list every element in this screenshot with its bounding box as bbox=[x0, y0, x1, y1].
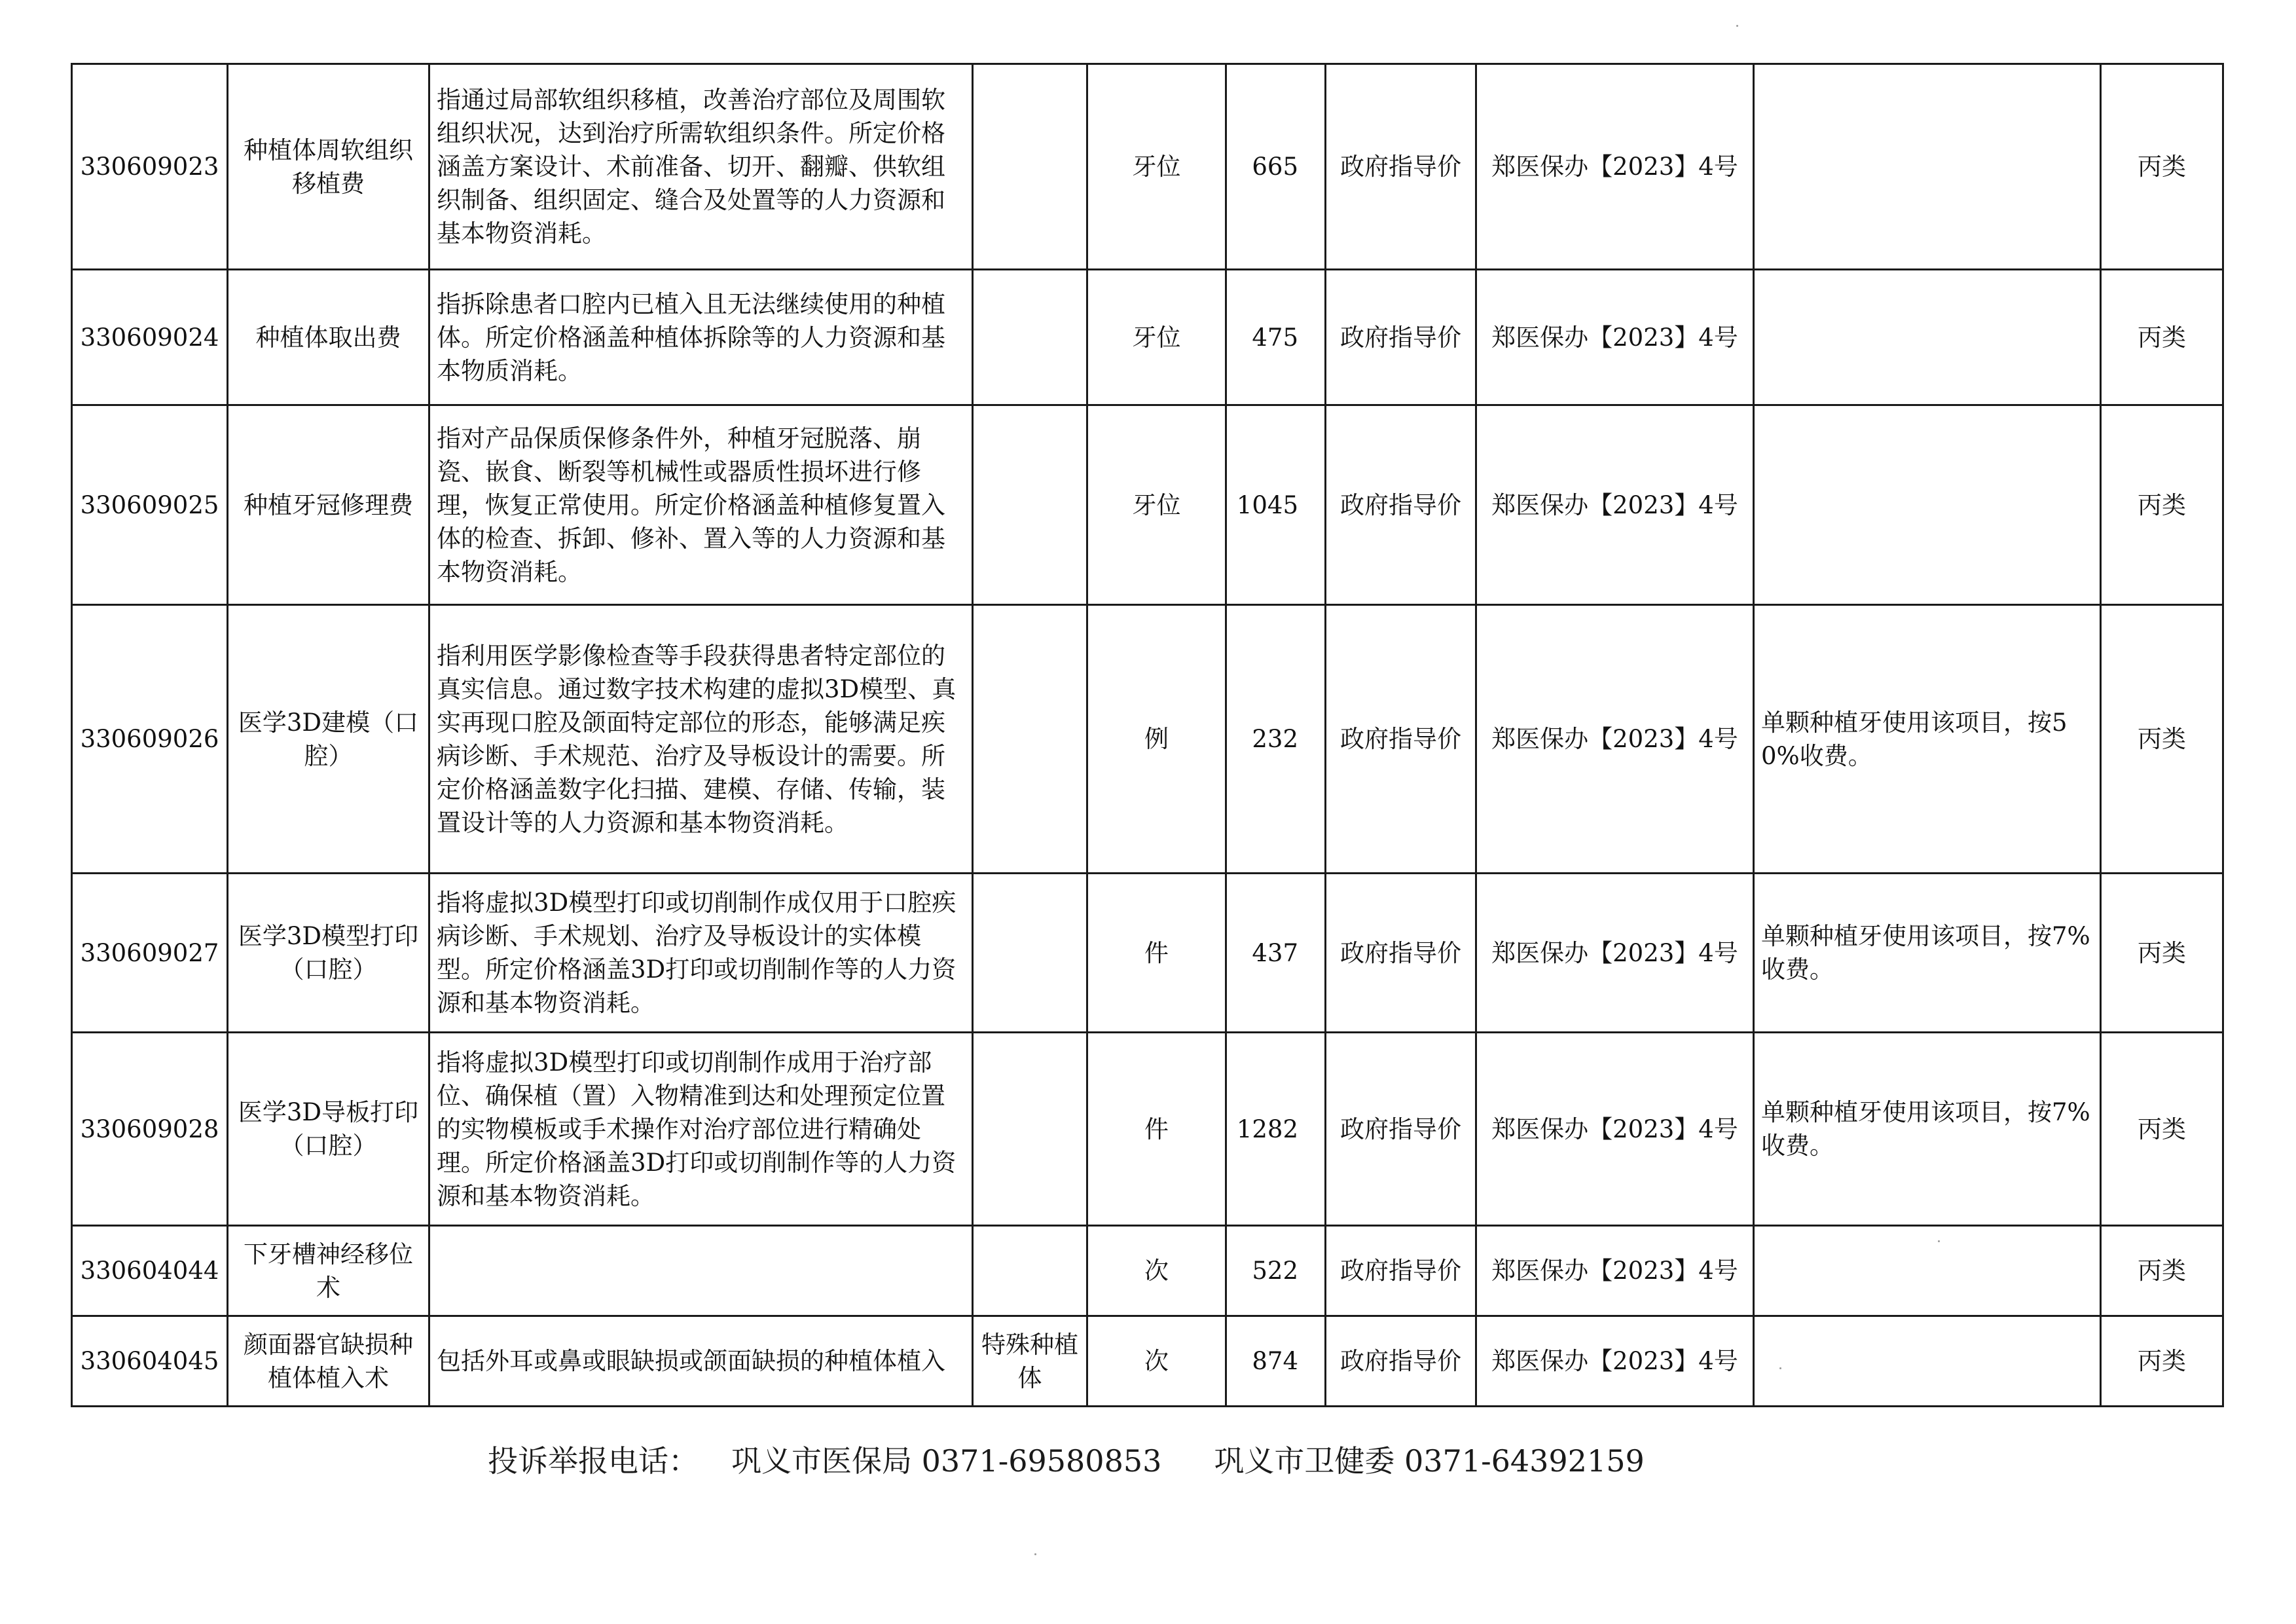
item-note bbox=[1754, 1226, 2101, 1316]
fee-table bbox=[71, 63, 2224, 1407]
item-price-type: 政府指导价 bbox=[1326, 605, 1476, 874]
scan-speck bbox=[1034, 1553, 1036, 1555]
item-document: 郑医保办【2023】4号 bbox=[1476, 1033, 1754, 1226]
item-document: 郑医保办【2023】4号 bbox=[1476, 1226, 1754, 1316]
item-document: 郑医保办【2023】4号 bbox=[1476, 64, 1754, 270]
complaint-hotline-footer bbox=[488, 1437, 1645, 1481]
item-unit: 件 bbox=[1087, 874, 1226, 1033]
table-row bbox=[72, 1033, 2223, 1226]
item-name: 种植体取出费 bbox=[228, 270, 429, 405]
item-content: 包括外耳或鼻或眼缺损或颌面缺损的种植体植入 bbox=[429, 1316, 973, 1407]
item-name: 医学3D建模（口腔） bbox=[228, 605, 429, 874]
item-category: 丙类 bbox=[2101, 270, 2223, 405]
item-code: 330604044 bbox=[72, 1226, 228, 1316]
item-price-type: 政府指导价 bbox=[1326, 1226, 1476, 1316]
scan-speck bbox=[1779, 1367, 1781, 1369]
item-content: 指将虚拟3D模型打印或切削制作成仅用于口腔疾病诊断、手术规划、治疗及导板设计的实体模型。所定价格涵盖3D打印或切削制作等的人力资源和基本物资消耗。 bbox=[429, 874, 973, 1033]
item-content: 指拆除患者口腔内已植入且无法继续使用的种植体。所定价格涵盖种植体拆除等的人力资源和基本物质消耗。 bbox=[429, 270, 973, 405]
item-price: 1282 bbox=[1226, 1033, 1326, 1226]
item-name: 种植体周软组织移植费 bbox=[228, 64, 429, 270]
hotline-org-2: 巩义市卫健委 bbox=[1214, 1443, 1395, 1479]
item-price: 665 bbox=[1226, 64, 1326, 270]
item-name: 医学3D模型打印（口腔） bbox=[228, 874, 429, 1033]
item-category: 丙类 bbox=[2101, 605, 2223, 874]
hotline-label: 投诉举报电话： bbox=[488, 1443, 699, 1479]
item-price: 475 bbox=[1226, 270, 1326, 405]
item-content: 指利用医学影像检查等手段获得患者特定部位的真实信息。通过数字技术构建的虚拟3D模型、真实再现口腔及颌面特定部位的形态，能够满足疾病诊断、手术规范、治疗及导板设计的需要。所定价格涵盖数字化扫描、建模、存储、传输，装置设计等的人力资源和基本物资消耗。 bbox=[429, 605, 973, 874]
item-note bbox=[1754, 270, 2101, 405]
item-note: 单颗种植牙使用该项目，按50%收费。 bbox=[1754, 605, 2101, 874]
item-price-type: 政府指导价 bbox=[1326, 64, 1476, 270]
item-content bbox=[429, 1226, 973, 1316]
table-row bbox=[72, 270, 2223, 405]
item-price: 232 bbox=[1226, 605, 1326, 874]
item-code: 330609028 bbox=[72, 1033, 228, 1226]
item-content: 指将虚拟3D模型打印或切削制作成用于治疗部位、确保植（置）入物精准到达和处理预定位置的实物模板或手术操作对治疗部位进行精确处理。所定价格涵盖3D打印或切削制作等的人力资源和基本物资消耗。 bbox=[429, 1033, 973, 1226]
table-row bbox=[72, 1226, 2223, 1316]
item-unit: 件 bbox=[1087, 1033, 1226, 1226]
table-row bbox=[72, 1316, 2223, 1407]
item-category: 丙类 bbox=[2101, 1033, 2223, 1226]
item-code: 330609024 bbox=[72, 270, 228, 405]
item-document: 郑医保办【2023】4号 bbox=[1476, 405, 1754, 605]
scan-speck bbox=[1938, 1240, 1940, 1242]
item-price-type: 政府指导价 bbox=[1326, 1033, 1476, 1226]
item-name: 颜面器官缺损种植体植入术 bbox=[228, 1316, 429, 1407]
item-unit: 牙位 bbox=[1087, 405, 1226, 605]
item-code: 330609026 bbox=[72, 605, 228, 874]
table-row bbox=[72, 605, 2223, 874]
scan-speck bbox=[1736, 25, 1738, 27]
item-note bbox=[1754, 1316, 2101, 1407]
item-price: 522 bbox=[1226, 1226, 1326, 1316]
item-exclusions bbox=[973, 1033, 1087, 1226]
hotline-org-1: 巩义市医保局 bbox=[731, 1443, 912, 1479]
item-document: 郑医保办【2023】4号 bbox=[1476, 270, 1754, 405]
item-note: 单颗种植牙使用该项目，按7%收费。 bbox=[1754, 874, 2101, 1033]
item-exclusions bbox=[973, 405, 1087, 605]
item-note bbox=[1754, 64, 2101, 270]
table-row bbox=[72, 405, 2223, 605]
item-code: 330609027 bbox=[72, 874, 228, 1033]
item-note: 单颗种植牙使用该项目，按7%收费。 bbox=[1754, 1033, 2101, 1226]
item-name: 种植牙冠修理费 bbox=[228, 405, 429, 605]
item-price-type: 政府指导价 bbox=[1326, 270, 1476, 405]
item-category: 丙类 bbox=[2101, 405, 2223, 605]
item-code: 330609025 bbox=[72, 405, 228, 605]
item-exclusions bbox=[973, 64, 1087, 270]
item-exclusions bbox=[973, 605, 1087, 874]
item-content: 指通过局部软组织移植，改善治疗部位及周围软组织状况，达到治疗所需软组织条件。所定价格涵盖方案设计、术前准备、切开、翻瓣、供软组织制备、组织固定、缝合及处置等的人力资源和基本物资消耗。 bbox=[429, 64, 973, 270]
hotline-phone-2: 0371-64392159 bbox=[1404, 1443, 1645, 1479]
item-price-type: 政府指导价 bbox=[1326, 874, 1476, 1033]
item-exclusions: 特殊种植体 bbox=[973, 1316, 1087, 1407]
item-price: 874 bbox=[1226, 1316, 1326, 1407]
item-price-type: 政府指导价 bbox=[1326, 1316, 1476, 1407]
item-unit: 次 bbox=[1087, 1226, 1226, 1316]
item-unit: 牙位 bbox=[1087, 270, 1226, 405]
item-code: 330609023 bbox=[72, 64, 228, 270]
item-price: 437 bbox=[1226, 874, 1326, 1033]
item-note bbox=[1754, 405, 2101, 605]
item-price: 1045 bbox=[1226, 405, 1326, 605]
table-row bbox=[72, 874, 2223, 1033]
item-document: 郑医保办【2023】4号 bbox=[1476, 874, 1754, 1033]
item-exclusions bbox=[973, 1226, 1087, 1316]
item-price-type: 政府指导价 bbox=[1326, 405, 1476, 605]
item-exclusions bbox=[973, 874, 1087, 1033]
item-unit: 次 bbox=[1087, 1316, 1226, 1407]
item-unit: 牙位 bbox=[1087, 64, 1226, 270]
item-document: 郑医保办【2023】4号 bbox=[1476, 605, 1754, 874]
item-name: 医学3D导板打印（口腔） bbox=[228, 1033, 429, 1226]
item-exclusions bbox=[973, 270, 1087, 405]
item-unit: 例 bbox=[1087, 605, 1226, 874]
table-row bbox=[72, 64, 2223, 270]
item-category: 丙类 bbox=[2101, 874, 2223, 1033]
item-code: 330604045 bbox=[72, 1316, 228, 1407]
hotline-phone-1: 0371-69580853 bbox=[921, 1443, 1162, 1479]
item-category: 丙类 bbox=[2101, 1316, 2223, 1407]
item-content: 指对产品保质保修条件外，种植牙冠脱落、崩瓷、嵌食、断裂等机械性或器质性损坏进行修理，恢复正常使用。所定价格涵盖种植修复置入体的检查、拆卸、修补、置入等的人力资源和基本物资消耗。 bbox=[429, 405, 973, 605]
item-category: 丙类 bbox=[2101, 64, 2223, 270]
item-name: 下牙槽神经移位术 bbox=[228, 1226, 429, 1316]
item-document: 郑医保办【2023】4号 bbox=[1476, 1316, 1754, 1407]
item-category: 丙类 bbox=[2101, 1226, 2223, 1316]
